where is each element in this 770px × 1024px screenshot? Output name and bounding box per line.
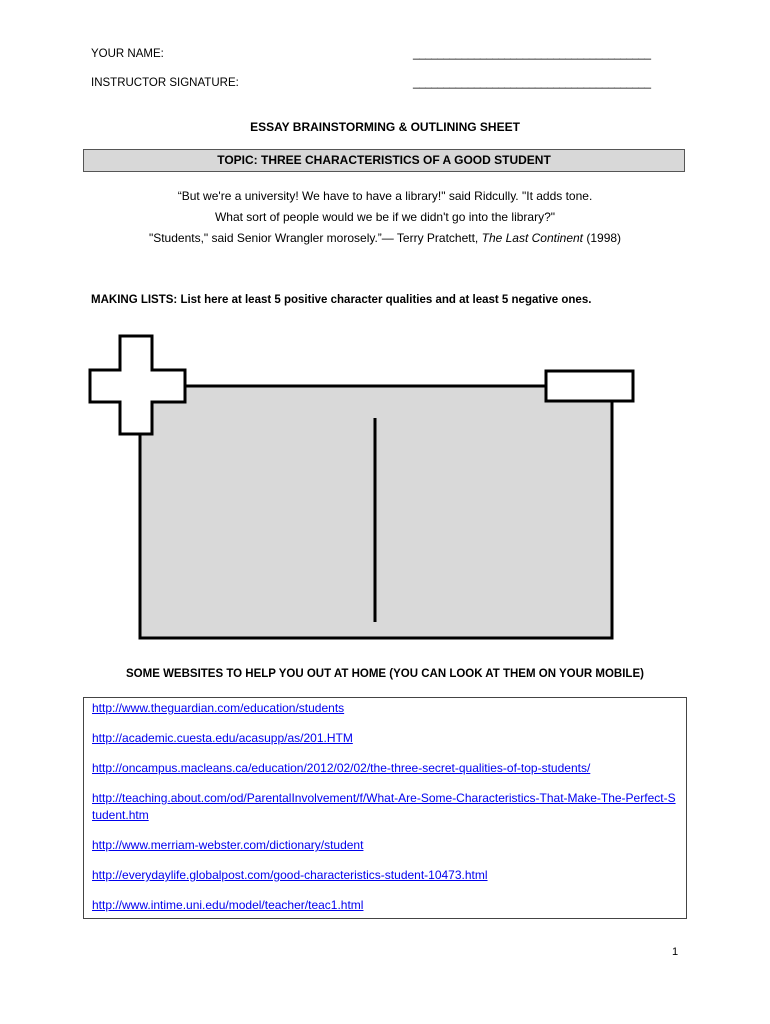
quote-line-3-suffix: (1998) [583,231,622,245]
quote-line-3-prefix: "Students," said Senior Wrangler morosely.”― Terry Pratchett, [148,231,482,245]
page-title: ESSAY BRAINSTORMING & OUTLINING SHEET [250,120,520,134]
quote-book-title: The Last Continent [481,231,584,245]
quote-line-1: “But we're a university! We have to have a library!" said Ridcully. "It adds tone. [177,189,593,203]
quote-line-2: What sort of people would we be if we didn't go into the library?" [214,210,556,224]
website-link-macleans[interactable]: http://oncampus.macleans.ca/education/2012/02/02/the-three-secret-qualities-of-top-students/ [92,761,591,775]
signature-blank-line: _______________________________________ [413,77,651,89]
page-number: 1 [672,946,679,958]
website-link-intime[interactable]: http://www.intime.uni.edu/model/teacher/teac1.html [92,898,364,912]
websites-heading: SOME WEBSITES TO HELP YOU OUT AT HOME (YOU CAN LOOK AT THEM ON YOUR MOBILE) [126,668,644,680]
positive-negative-list-diagram [85,330,640,645]
website-link-cuesta[interactable]: http://academic.cuesta.edu/acasupp/as/201.HTM [92,731,353,745]
quote-line-3 [60,228,710,249]
website-link-guardian[interactable]: http://www.theguardian.com/education/students [92,701,345,715]
signature-label: INSTRUCTOR SIGNATURE: [91,77,239,89]
website-link-merriam-webster[interactable]: http://www.merriam-webster.com/dictionary/student [92,838,364,852]
websites-list-box [83,697,687,919]
website-link-about[interactable]: http://teaching.about.com/od/ParentalInvolvement/f/What-Are-Some-Characteristics-That-Make-The-Perfect-Student.htm [92,791,676,822]
minus-sign-icon [546,371,633,401]
name-label: YOUR NAME: [91,48,164,60]
making-lists-heading: MAKING LISTS: List here at least 5 positive character qualities and at least 5 negative ones. [91,294,592,306]
topic-banner: TOPIC: THREE CHARACTERISTICS OF A GOOD STUDENT [83,149,685,172]
quote-block [60,186,710,249]
website-link-globalpost[interactable]: http://everydaylife.globalpost.com/good-characteristics-student-10473.html [92,868,488,882]
name-blank-line: _______________________________________ [413,48,651,60]
